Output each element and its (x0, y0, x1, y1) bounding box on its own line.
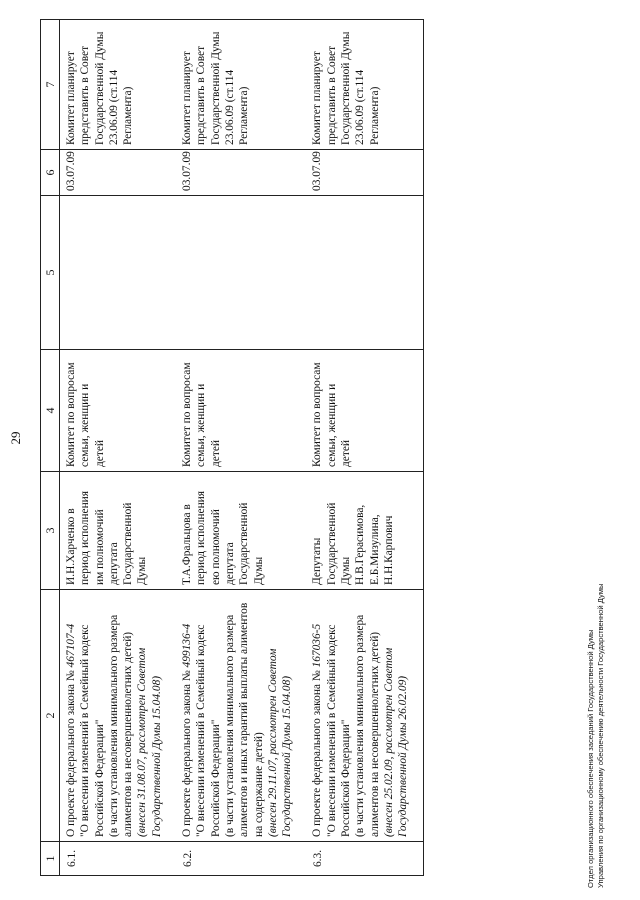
page-footer (586, 28, 606, 888)
project-cell (176, 590, 306, 842)
header-row (41, 20, 60, 876)
col-header-1: 1 (41, 842, 60, 876)
project-note: (внесен 31.08.07, рассмотрен Советом Государственной Думы 15.04.08) (136, 647, 163, 837)
col-header-6: 6 (41, 150, 60, 196)
col-header-7: 7 (41, 20, 60, 150)
project-number: 467107-4 (65, 623, 77, 668)
table-row (60, 20, 177, 876)
remark-cell: Комитет планирует представить в Совет Государственной Думы 23.06.09 (ст.114 Регламента) (176, 20, 306, 150)
col-header-4: 4 (41, 350, 60, 472)
remark-cell: Комитет планирует представить в Совет Государственной Думы 23.06.09 (ст.114 Регламента) (60, 20, 177, 150)
footer-line-2: Управления по организационному обеспечению деятельности Государственной Думы (596, 583, 605, 888)
row-number: 6.1. (60, 842, 177, 876)
table-row (176, 20, 306, 876)
date-cell: 03.07.09 (306, 150, 423, 196)
committee-cell: Комитет по вопросам семьи, женщин и детей (176, 350, 306, 472)
empty-cell (176, 196, 306, 350)
project-title: "О внесении изменений в Семейный кодекс Российской Федерации" (195, 624, 222, 837)
project-subject: (в части установления минимального размера алиментов на несовершеннолетних детей) (107, 614, 135, 837)
project-note: (внесен 25.02.09, рассмотрен Советом Государственной Думы 26.02.09) (382, 647, 410, 837)
empty-cell (60, 196, 177, 350)
agenda-table (40, 19, 424, 876)
project-title: "О внесении изменений в Семейный кодекс Российской Федерации" (325, 624, 353, 837)
initiator-cell: Т.А.Фральцова в период исполнения ею полномочий депутата Государственной Думы (176, 472, 306, 590)
page-number: 29 (8, 431, 23, 445)
date-cell: 03.07.09 (176, 150, 306, 196)
project-subject: (в части установления минимального размера алиментов на несовершеннолетних детей) (354, 614, 381, 837)
project-number: 499136-4 (181, 623, 194, 668)
project-note: (внесен 29.11.07, рассмотрен Советом Государственной Думы 15.04.08) (266, 648, 294, 837)
project-prefix: О проекте федерального закона № (181, 667, 194, 837)
remark-cell: Комитет планирует представить в Совет Государственной Думы 23.06.09 (ст.114 Регламента) (306, 20, 423, 150)
col-header-2: 2 (41, 590, 60, 842)
initiator-cell: И.Н.Харченко в период исполнения им полномочий депутата Государственной Думы (60, 472, 177, 590)
committee-cell: Комитет по вопросам семьи, женщин и детей (306, 350, 423, 472)
project-cell (306, 590, 423, 842)
project-number: 167036-5 (311, 623, 324, 668)
table-row (306, 20, 423, 876)
empty-cell (306, 196, 423, 350)
project-cell (60, 590, 177, 842)
footer-line-1: Отдел организационного обеспечения заседаний Государственной Думы (586, 629, 595, 888)
row-number: 6.2. (176, 842, 306, 876)
project-prefix: О проекте федерального закона № (311, 667, 324, 837)
row-number: 6.3. (306, 842, 423, 876)
date-cell: 03.07.09 (60, 150, 177, 196)
committee-cell: Комитет по вопросам семьи, женщин и детей (60, 350, 177, 472)
col-header-5: 5 (41, 196, 60, 350)
project-subject: (в части установления минимального размера алиментов и иных гарантий выплаты алиментов на содержание детей) (223, 602, 265, 837)
col-header-3: 3 (41, 472, 60, 590)
project-title: "О внесении изменений в Семейный кодекс Российской Федерации" (79, 624, 106, 837)
initiator-cell: Депутаты Государственной Думы Н.В.Герасимова, Е.Б.Мизулина, Н.Н.Карпович (306, 472, 423, 590)
project-prefix: О проекте федерального закона № (65, 667, 77, 837)
